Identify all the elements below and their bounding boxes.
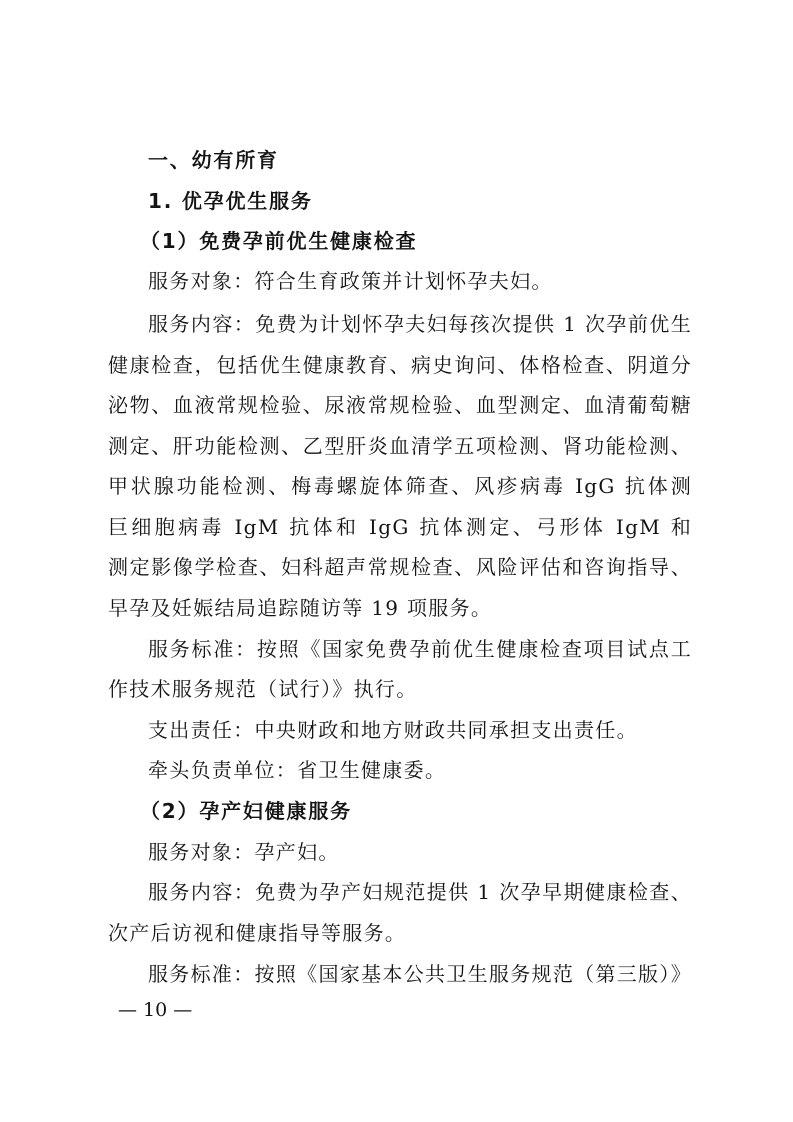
item-2-service-target xyxy=(148,833,692,871)
service-target-label: 服务对象： xyxy=(148,269,255,293)
subsection-heading: 1. 优孕优生服务 xyxy=(148,189,313,213)
expenditure-text: 中央财政和地方财政共同承担支出责任。 xyxy=(254,718,638,742)
item-2-service-standard-first-line xyxy=(148,955,692,993)
service-target-label: 服务对象： xyxy=(148,840,255,864)
section-heading: 一、幼有所育 xyxy=(148,148,279,172)
item-1-lead-unit xyxy=(148,751,692,789)
service-content-line: 健康检查，包括优生健康教育、病史询问、体格检查、阴道分 xyxy=(108,353,692,377)
service-content-label: 服务内容： xyxy=(148,312,256,336)
service-standard-line: 按照《国家免费孕前优生健康检查项目试点工 xyxy=(256,637,692,661)
service-content-line: 测定影像学检查、妇科超声常规检查、风险评估和咨询指导、 xyxy=(108,555,692,579)
service-content-line: 免费为计划怀孕夫妇每孩次提供 1 次孕前优生 xyxy=(255,312,692,336)
service-standard-line: 按照《国家基本公共卫生服务规范（第三版）》 xyxy=(254,962,692,986)
service-target-text: 孕产妇。 xyxy=(254,840,340,864)
service-content-line: 泌物、血液常规检验、尿液常规检验、血型测定、血清葡萄糖 xyxy=(108,393,692,417)
lead-unit-text: 省卫生健康委。 xyxy=(297,758,447,782)
lead-unit-label: 牵头负责单位： xyxy=(148,758,298,782)
service-content-line: 测定、肝功能检测、乙型肝炎血清学五项检测、肾功能检测、 xyxy=(108,434,692,458)
service-standard-label: 服务标准： xyxy=(148,962,255,986)
page-number: — 10 — xyxy=(118,999,193,1021)
service-content-line: 巨细胞病毒 IgM 抗体和 IgG 抗体测定、弓形体 IgM 和 xyxy=(108,515,692,539)
service-standard-label: 服务标准： xyxy=(148,637,257,661)
item-2-heading: （2）孕产妇健康服务 xyxy=(140,799,352,823)
service-content-line: 甲状腺功能检测、梅毒螺旋体筛查、风疹病毒 IgG 抗体测 xyxy=(108,474,692,498)
item-1-service-standard-first-line xyxy=(148,630,692,668)
service-content-line: 早孕及妊娠结局追踪随访等 19 项服务。 xyxy=(108,596,493,620)
service-content-line: 免费为孕产妇规范提供 1 次孕早期健康检查、 xyxy=(255,880,692,904)
service-target-text: 符合生育政策并计划怀孕夫妇。 xyxy=(254,269,553,293)
item-2-service-content-first-line xyxy=(148,873,692,911)
service-content-label: 服务内容： xyxy=(148,880,256,904)
item-1-expenditure xyxy=(148,711,692,749)
item-1-heading: （1）免费孕前优生健康检查 xyxy=(140,229,418,253)
service-standard-line: 作技术服务规范（试行）》执行。 xyxy=(108,677,418,701)
service-content-line: 次产后访视和健康指导等服务。 xyxy=(108,921,407,945)
item-1-service-content-first-line xyxy=(148,305,692,343)
expenditure-label: 支出责任： xyxy=(148,718,255,742)
item-1-service-target xyxy=(148,262,692,300)
